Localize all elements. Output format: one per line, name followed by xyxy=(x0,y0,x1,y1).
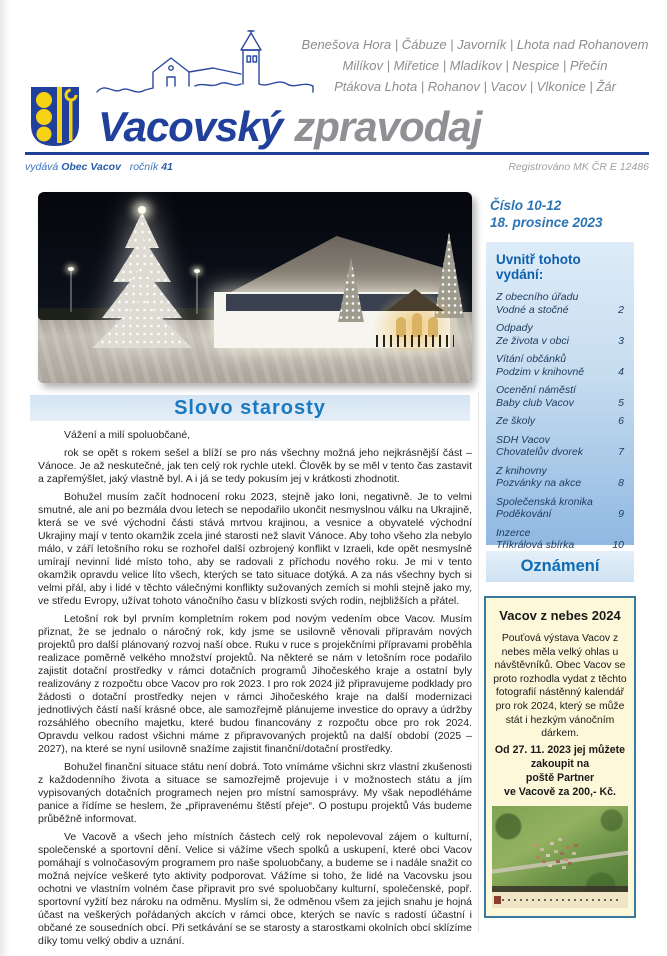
toc-page: 4 xyxy=(618,365,624,378)
toc-page: 8 xyxy=(618,477,624,489)
toc-item[interactable]: Společenská kronika Poděkování 9 xyxy=(496,495,624,520)
announcements-header: Oznámení xyxy=(486,551,634,582)
issue-info xyxy=(490,197,603,231)
toc-item[interactable]: SDH Vacov Chovatelův dvorek 7 xyxy=(496,433,624,458)
article-title-bar xyxy=(30,395,470,421)
toc-item[interactable]: Ze školy 6 xyxy=(496,415,624,427)
toc-page: 3 xyxy=(618,334,624,347)
church-skyline-drawing xyxy=(95,30,315,104)
village-line: Milíkov | Miřetice | Mladíkov | Nespice | Přečín xyxy=(342,58,608,73)
title-word-secondary: zpravodaj xyxy=(294,103,482,150)
article-paragraph: Bohužel musím začít hodnocení roku 2023, stejně jako loni, negativně. Je to velmi smutné, ale ani po bezmála dvou letech se nepodařilo ukončit nesmyslnou válku na Ukrajině, která se ve své východní části stává mrtvou krajinou, a vesnice a obyvatelé východní Ukrajiny mají v tento okamžik zcela jiné starosti než slavit Vánoce. Aby toho všeho zla nebylo málo, v září letošního roku se rozhořel další ozbrojený konflikt v Izraeli, kde opět nesmyslně umírají nevinní lidé místo toho, aby se radovali z příchodu nového roku. Je mi v tento okamžik opravdu velice líto všech, kterých se tato situace dotýká. A za nás všechny bych si velmi přál, aby i lidé v těchto válečnými konflikty sužovaných zemích si mohli stejně jako my, ve středu Evropy, užívat tohoto vánočního času v blízkosti svých rodin, nejbližších a přátel. xyxy=(38,491,472,607)
publisher-name: Obec Vacov xyxy=(61,161,121,173)
article-title: Slovo starosty xyxy=(174,396,326,419)
promo-highlight: Od 27. 11. 2023 jej můžete zakoupit na poště Partner ve Vacově za 200,- Kč. xyxy=(494,743,626,798)
scan-edge xyxy=(0,0,10,956)
issue-number: Číslo 10-12 xyxy=(490,198,562,213)
newsletter-title xyxy=(98,103,654,151)
toc-page: 9 xyxy=(618,508,624,520)
column-divider xyxy=(478,392,479,932)
promo-body: Pouťová výstava Vacov z nebes měla velký ohlas u návštěvníků. Obec Vacov se proto rozhodla vydat z těchto fotografií nástěnný kalendář pro rok 2024, který se může stát i hezkým vánočním dárkem. xyxy=(493,633,627,740)
article-paragraph: rok se opět s rokem sešel a blíží se pro nás všechny možná jeho nejkrásnější část – Vánoce. Je až neskutečné, jak ten celý rok rychle utekl. Člověk by se měl v tento čas zastavit a zapřemýšlet, jaký vlastně byl. A i já se tedy pokusím jej v krátkosti zhodnotit. xyxy=(38,447,472,485)
toc-item[interactable]: Inzerce Tříkrálová sbírka 10 xyxy=(496,526,624,551)
volume-value: 41 xyxy=(161,161,173,173)
toc-page: 10 xyxy=(612,539,624,551)
calendar-promo-box xyxy=(484,596,636,918)
village-list xyxy=(295,34,655,97)
toc-page: 2 xyxy=(618,303,624,316)
volume-label: ročník xyxy=(129,161,159,173)
lamp-post xyxy=(70,270,72,312)
lamp-post xyxy=(196,272,198,314)
nativity-scene xyxy=(372,289,458,351)
issue-date: 18. prosince 2023 xyxy=(490,215,603,230)
toc-item[interactable]: Ocenění náměstí Baby club Vacov 5 xyxy=(496,384,624,409)
publisher-prefix: vydává xyxy=(25,161,59,173)
toc-item[interactable]: Z obecního úřadu Vodné a stočné 2 xyxy=(496,291,624,316)
registration-note: Registrováno MK ČR E 12486 xyxy=(508,161,649,173)
publisher-info xyxy=(25,161,173,173)
masthead-rule xyxy=(25,152,649,155)
article-paragraph: Bohužel finanční situace státu není dobrá. Toto vnímáme všichni skrz vlastní zkušenosti z každodenního života a situace se samozřejmě projevuje i v možnostech státu a jím vypisovaných dotačních programech nejen pro místní samosprávy. My však nepodléháme panice a řídíme se heslem, že „připravenému štěstí přeje“. O postupu projektů Vás budeme průběžně informovat. xyxy=(38,761,472,825)
toc-item[interactable]: Odpady Ze života v obci 3 xyxy=(496,322,624,347)
toc-page: 7 xyxy=(618,446,624,458)
toc-item[interactable]: Z knihovny Pozvánky na akce 8 xyxy=(496,464,624,489)
toc-page: 5 xyxy=(618,396,624,409)
table-of-contents xyxy=(486,242,634,551)
calendar-date-strip xyxy=(492,892,628,908)
mayor-article xyxy=(38,429,472,953)
aerial-village-photo xyxy=(492,806,628,908)
village-line: Benešova Hora | Čábuze | Javorník | Lhota nad Rohanovem xyxy=(301,37,649,52)
toc-title: Uvnitř tohoto vydání: xyxy=(496,252,581,282)
salutation: Vážení a milí spoluobčané, xyxy=(64,429,191,441)
toc-page: 6 xyxy=(618,415,624,427)
village-line: Ptákova Lhota | Rohanov | Vacov | Vlkonice | Žár xyxy=(334,79,616,94)
article-paragraph: Letošní rok byl prvním kompletním rokem pod novým vedením obce Vacov. Musím přiznat, že se jednalo o náročný rok, kdy jsme se usilovně věnovali přípravám nových projektů pro další plánovaný rozvoj naší obce. Ruku v ruce s projekčními přípravami proběhla realizace poměrně velkého množství projektů. Na některé se nám v letošním roce podařilo zajistit dotační prostředky v rámci dotačních programů Jihočeského kraje a ostatní byly realizovány z rozpočtu obce Vacov pro rok 2023. I pro rok 2024 již připravujeme podklady pro žádosti o dotační prostředky nejen v rámci Jihočeského kraje na další modernizaci jednotlivých částí naší krásné obce, ale samozřejmě plánujeme investice do opravy a údržby rozsáhlého obecního majetku, které budou financovány z rozpočtu obce pro rok 2024. Opravdu velkou radost všichni máme z připravovaných projektů na další období (2025 – 2027), na které se nyní usilovně snažíme zajistit finanční/dotační prostředky. xyxy=(38,613,472,755)
vacov-coat-of-arms-icon xyxy=(30,86,80,147)
article-paragraph: Ve Vacově a všech jeho místních částech celý rok nepolevoval zájem o kulturní, společenské a sportovní dění. Velice si vážíme všech spolků a uskupení, které obci Vacov pomáhají s volnočasovým programem pro naše spoluobčany, a budeme se i nadále snažit co možná nejvíce veškeré tyto aktivity podporovat. Vážíme si toho, že lidé na Vacovsku jsou ochotni ve vlastním volném čase připravit pro své spoluobčany kulturní, společenské, popř. sportovní vyžití bez nároku na odměnu. Myslím si, že odměnou všem za jejich snahu je hojná účast na veškerých pořádaných akcích v rámci obce, kterých se navíc s radostí účastní i občané ze sousedních obcí. Při setkávání se se starosty a starostkami okolních obcí sklízíme díky tomu velký obdiv a uznání. xyxy=(38,831,472,947)
promo-title: Vacov z nebes 2024 xyxy=(499,608,621,623)
title-word-primary: Vacovský xyxy=(98,103,283,150)
toc-item[interactable]: Vítání občánků Podzim v knihovně 4 xyxy=(496,353,624,378)
christmas-square-photo xyxy=(38,192,472,383)
publisher-row xyxy=(25,161,649,173)
christmas-tree xyxy=(90,204,194,344)
